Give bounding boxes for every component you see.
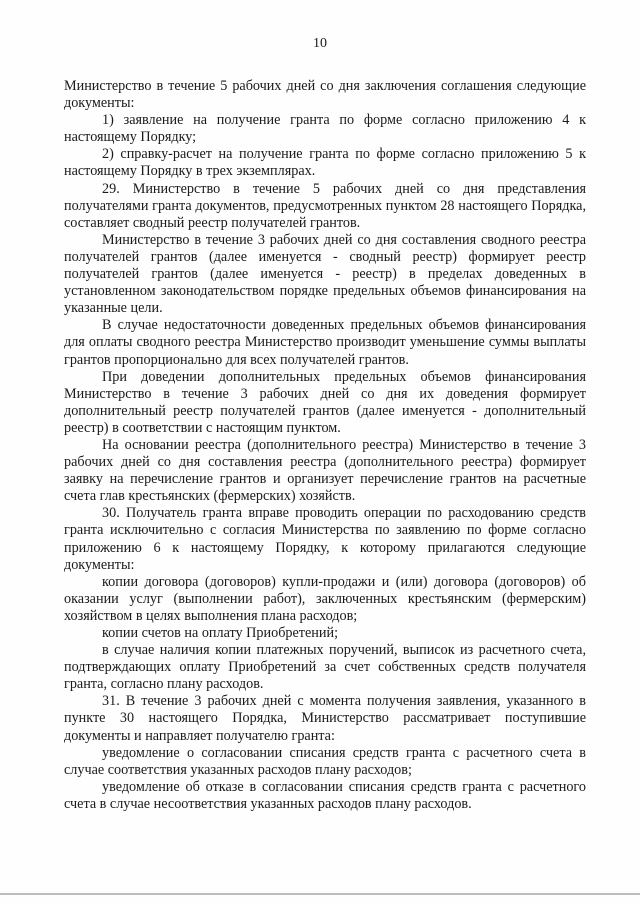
document-body [64, 78, 586, 813]
paragraph-clause-31: 31. В течение 3 рабочих дней с момента получения заявления, указанного в пункте 30 настоящего Порядка, Министерство рассматривает поступившие документы и направляет получателю гранта: [64, 693, 586, 744]
paragraph-intro: Министерство в течение 5 рабочих дней со дня заключения соглашения следующие документы: [64, 78, 586, 112]
paragraph-item-1: 1) заявление на получение гранта по форме согласно приложению 4 к настоящему Порядку; [64, 112, 586, 146]
paragraph-additional-funding: При доведении дополнительных предельных объемов финансирования Министерство в течение 3 рабочих дней со дня их доведения формирует дополнительный реестр получателей грантов (далее именуется - дополнительный реестр) в соответствии с настоящим пунктом. [64, 368, 586, 436]
paragraph-insufficiency: В случае недостаточности доведенных предельных объемов финансирования для оплаты сводного реестра Министерство производит уменьшение суммы выплаты грантов пропорционально для всех получателей грантов. [64, 317, 586, 368]
paragraph-approval-notice: уведомление о согласовании списания средств гранта с расчетного счета в случае соответствия указанных расходов плану расходов; [64, 744, 586, 778]
paragraph-transfer-request: На основании реестра (дополнительного реестра) Министерство в течение 3 рабочих дней со дня составления реестра (дополнительного реестра) формирует заявку на перечисление грантов и организует перечисление грантов на расчетные счета глав крестьянских (фермерских) хозяйств. [64, 436, 586, 505]
page-bottom-rule [0, 893, 640, 895]
paragraph-payment-orders: в случае наличия копии платежных поручений, выписок из расчетного счета, подтверждающих оплату Приобретений за счет собственных средств получателя гранта, согласно плану расходов. [64, 642, 586, 693]
paragraph-clause-30: 30. Получатель гранта вправе проводить операции по расходованию средств гранта исключительно с согласия Министерства по заявлению по форме согласно приложению 6 к настоящему Порядку, к которому прилагаются следующие документы: [64, 505, 586, 573]
paragraph-clause-29: 29. Министерство в течение 5 рабочих дней со дня представления получателями гранта документов, предусмотренных пунктом 28 настоящего Порядка, составляет сводный реестр получателей грантов. [64, 180, 586, 231]
paragraph-item-2: 2) справку-расчет на получение гранта по форме согласно приложению 5 к настоящему Порядку в трех экземплярах. [64, 146, 586, 180]
paragraph-refusal-notice: уведомление об отказе в согласовании списания средств гранта с расчетного счета в случае несоответствия указанных расходов плану расходов. [64, 778, 586, 812]
paragraph-registry: Министерство в течение 3 рабочих дней со дня составления сводного реестра получателей грантов (далее именуется - сводный реестр) формирует реестр получателей грантов (далее именуется - реестр) в пределах доведенных в установленном законодательством порядке предельных объемов финансирования на указанные цели. [64, 231, 586, 317]
paragraph-invoice-copies: копии счетов на оплату Приобретений; [102, 625, 339, 641]
page-number: 10 [313, 36, 327, 51]
paragraph-contract-copies: копии договора (договоров) купли-продажи и (или) договора (договоров) об оказании услуг (выполнении работ), заключенных крестьянским (фермерским) хозяйством в целях выполнения плана расходов; [64, 573, 586, 624]
